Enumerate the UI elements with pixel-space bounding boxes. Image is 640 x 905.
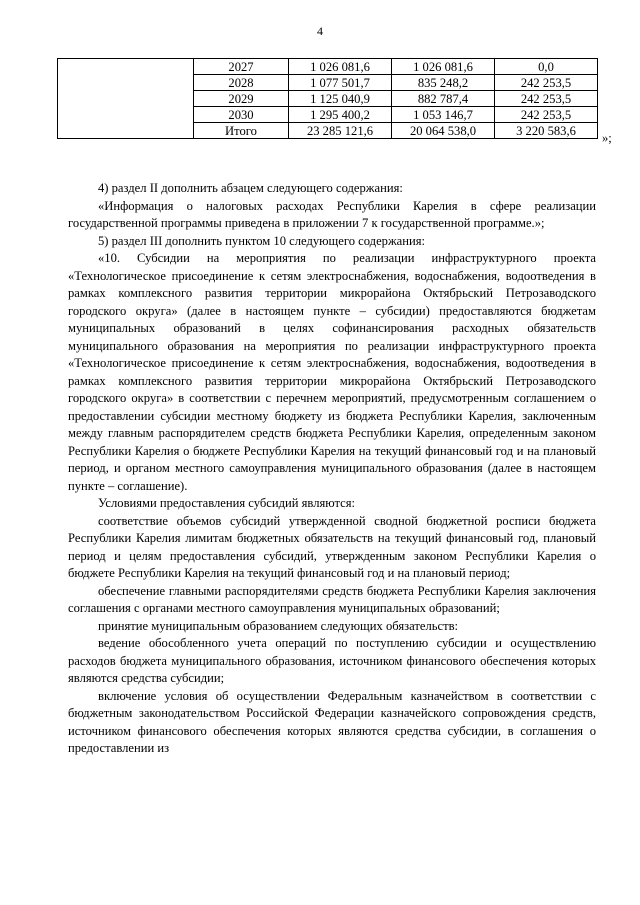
paragraph: «10. Субсидии на мероприятия по реализации инфраструктурного проекта «Технологическое присоединение к сетям электроснабжения, водоснабжения, водоотведения в рамках комплексного развития территории микрорайона Октябрьский Петрозаводского городского округа» (далее в настоящем пункте – субсидии) предоставляются бюджетам муниципальных образований в целях софинансирования расходных обязательств муниципального образования на мероприятия по реализации инфраструктурного проекта «Технологическое присоединение к сетям электроснабжения, водоснабжения, водоотведения в рамках комплексного развития территории микрорайона Октябрьский Петрозаводского городского округа» в соответствии с перечнем мероприятий, предусмотренным соглашением о предоставлении субсидии местному бюджету из бюджета Республики Карелия, заключенным между главным распорядителем средств бюджета Республики Карелия, определенным законом Республики Карелия о бюджете Республики Карелия на текущий финансовый год и на плановый период, и органом местного самоуправления муниципального образования (далее в настоящем пункте – соглашение).: [68, 251, 596, 493]
table-closing-mark: »;: [602, 131, 612, 145]
paragraph: «Информация о налоговых расходах Республики Карелия в сфере реализации государственной программы приведена в приложении 7 к государственной программе.»;: [68, 198, 596, 230]
paragraph: обеспечение главными распорядителями средств бюджета Республики Карелия заключения соглашения с органами местного самоуправления муниципальных образований;: [68, 583, 596, 615]
table-cell: 1 295 400,2: [289, 107, 392, 123]
table-cell: 2030: [194, 107, 289, 123]
table-cell: 20 064 538,0: [392, 123, 495, 139]
table-cell: 0,0: [495, 59, 598, 75]
table-cell: 2027: [194, 59, 289, 75]
paragraph: включение условия об осуществлении Федеральным казначейством в соответствии с бюджетным законодательством Российской Федерации казначейского сопровождения средств, источником финансового обеспечения которых являются средства субсидии, в соглашения о предоставлении из: [68, 688, 596, 755]
table-cell: 835 248,2: [392, 75, 495, 91]
table-cell: 1 125 040,9: [289, 91, 392, 107]
table-cell: 2029: [194, 91, 289, 107]
document-body: [68, 180, 596, 758]
table-cell: 1 077 501,7: [289, 75, 392, 91]
table-cell: 882 787,4: [392, 91, 495, 107]
table-cell: 242 253,5: [495, 91, 598, 107]
page-number: 4: [317, 24, 323, 38]
paragraph: соответствие объемов субсидий утвержденной сводной бюджетной росписи бюджета Республики Карелия лимитам бюджетных обязательств на текущий финансовый год, плановый период и целям предоставления субсидий, утвержденным законом Республики Карелия о бюджете Республики Карелия на текущий финансовый год и на плановый период;: [68, 513, 596, 580]
table-cell: 3 220 583,6: [495, 123, 598, 139]
table-row: [58, 59, 598, 75]
table-cell: 1 026 081,6: [289, 59, 392, 75]
paragraph: 4) раздел II дополнить абзацем следующего содержания:: [98, 181, 403, 195]
table-cell: 1 053 146,7: [392, 107, 495, 123]
table-cell: 23 285 121,6: [289, 123, 392, 139]
table-cell: 242 253,5: [495, 75, 598, 91]
budget-table: [57, 58, 598, 139]
paragraph: 5) раздел III дополнить пунктом 10 следующего содержания:: [98, 233, 426, 248]
paragraph: принятие муниципальным образованием следующих обязательств:: [98, 618, 459, 633]
table-cell: 2028: [194, 75, 289, 91]
table-cell: Итого: [194, 123, 289, 139]
table-cell: 242 253,5: [495, 107, 598, 123]
paragraph: Условиями предоставления субсидий являются:: [98, 496, 356, 510]
table-cell-empty: [58, 59, 194, 139]
table-cell: 1 026 081,6: [392, 59, 495, 75]
paragraph: ведение обособленного учета операций по поступлению субсидии и осуществлению расходов бюджета муниципального образования, источником финансового обеспечения которых являются средства субсидии;: [68, 636, 596, 685]
